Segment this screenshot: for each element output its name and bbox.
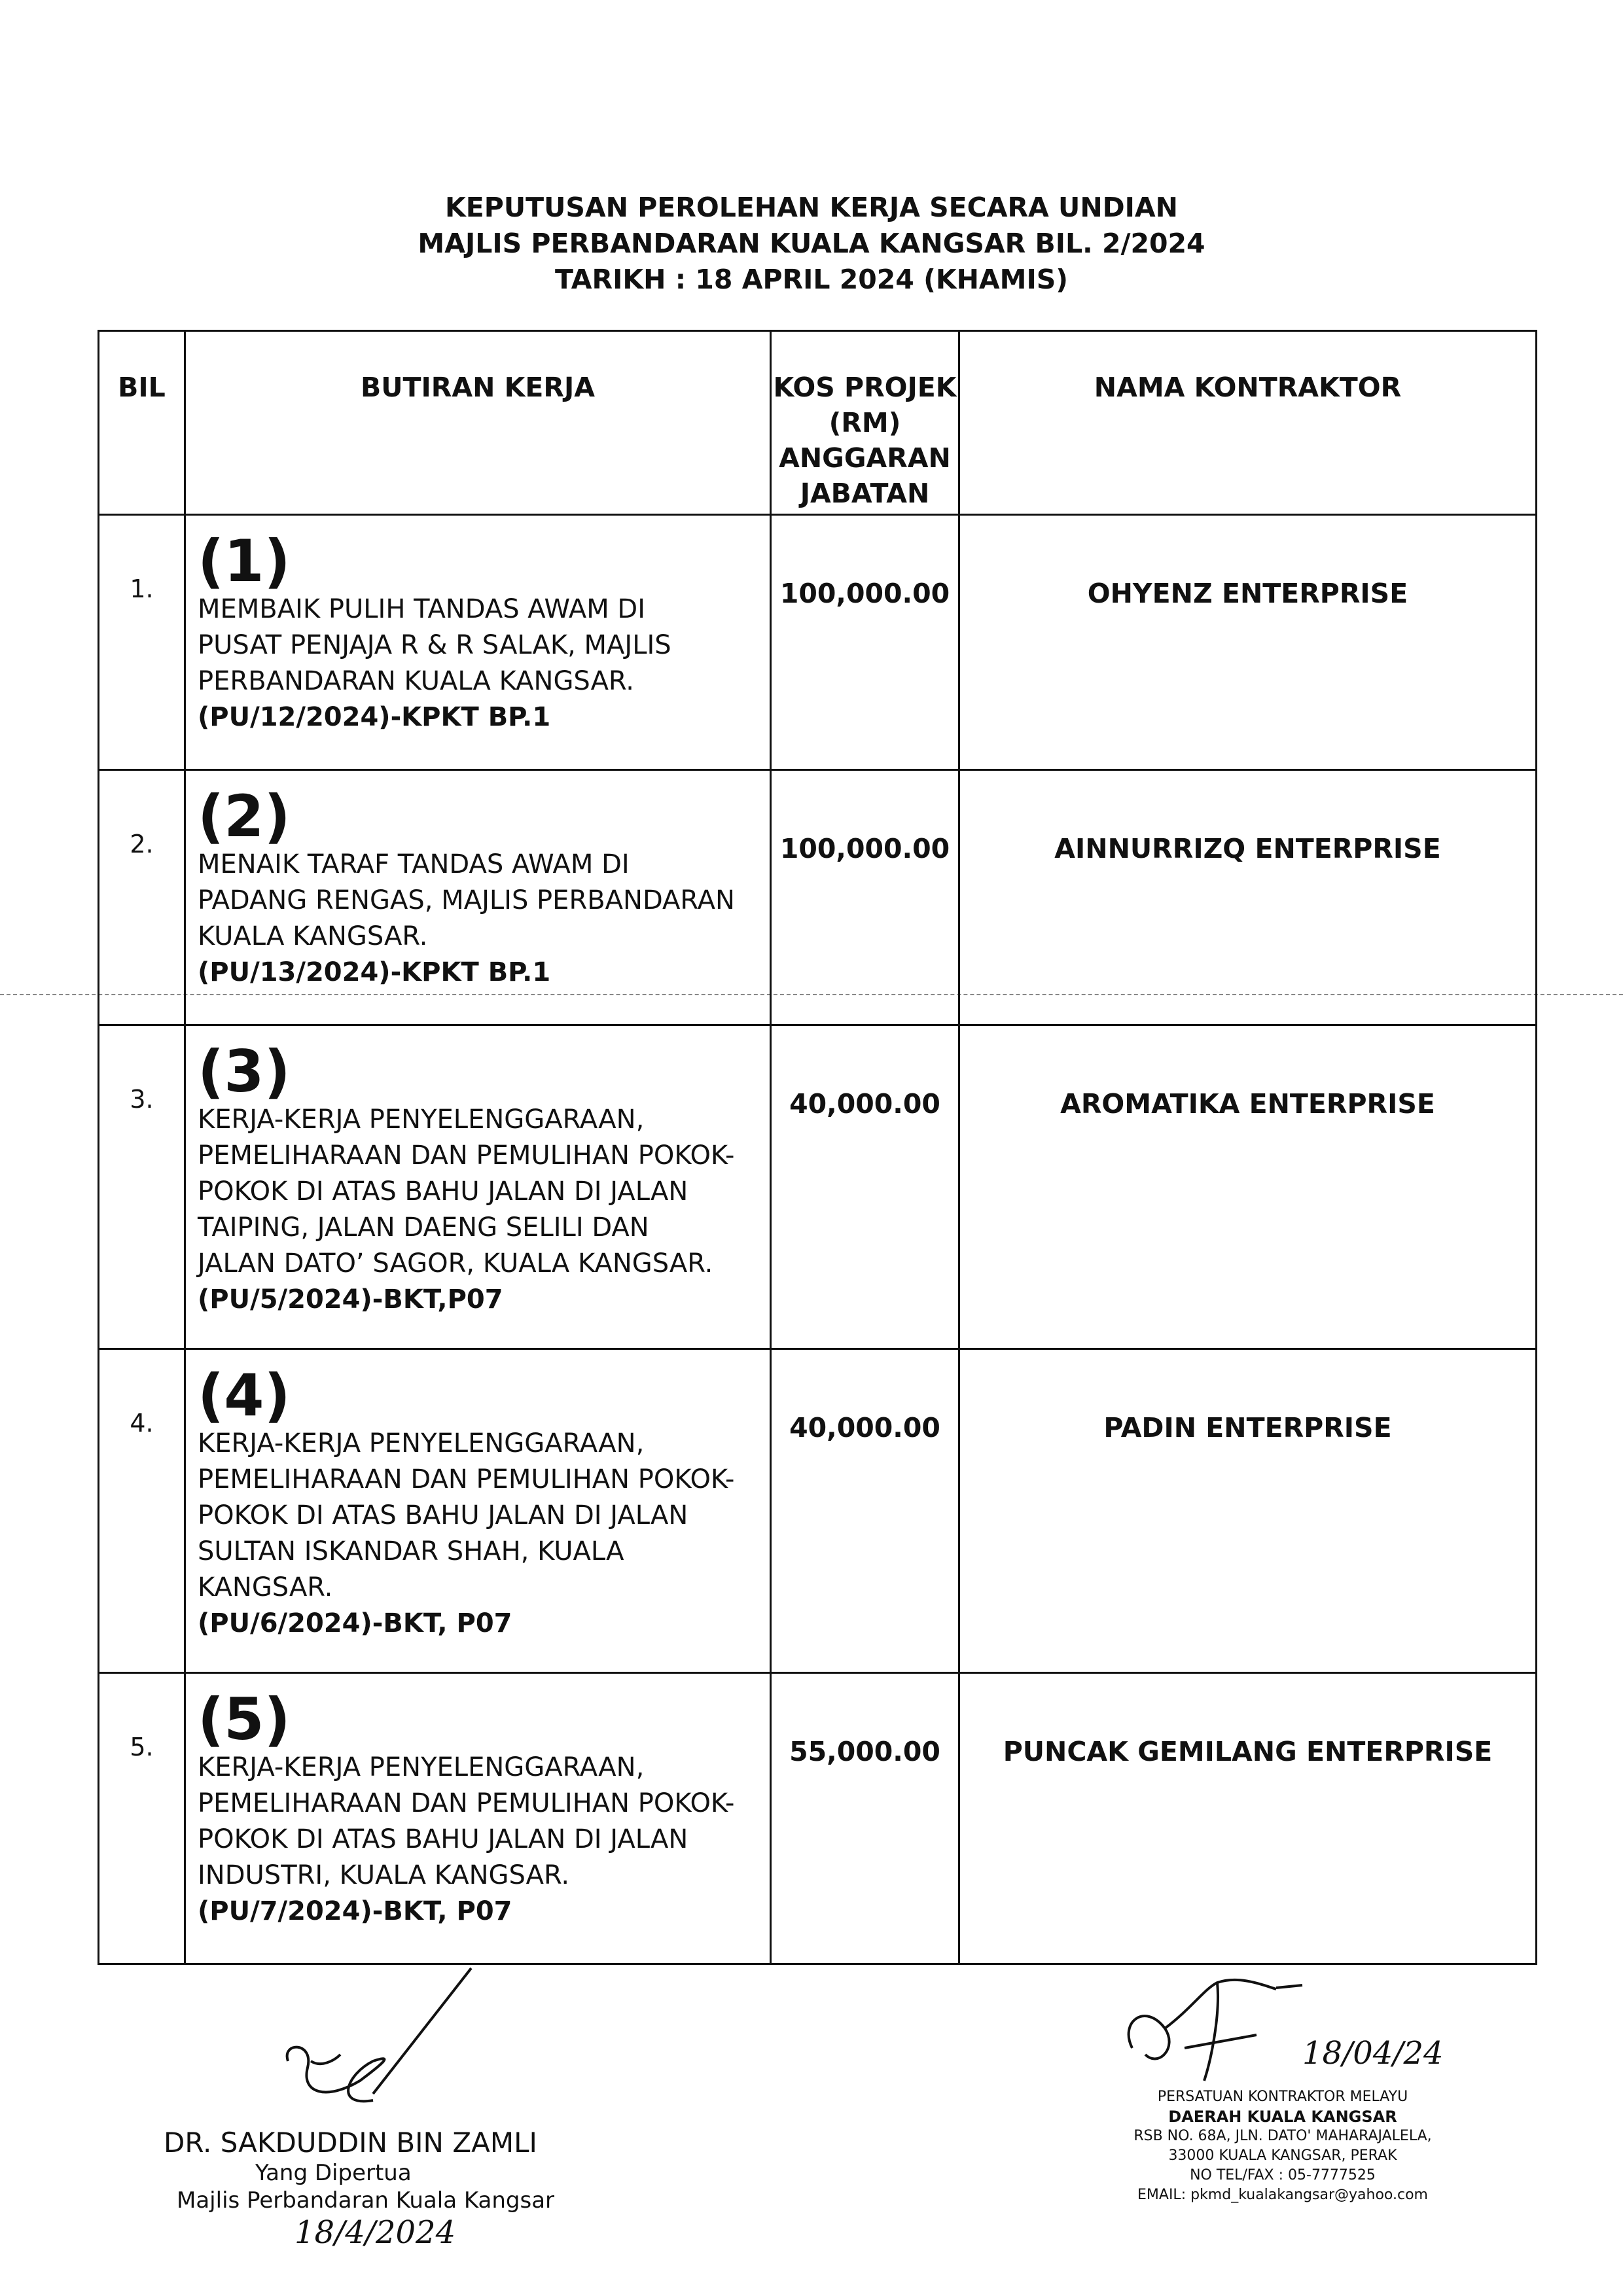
table-row xyxy=(99,515,1537,770)
handwritten-date-left: 18/4/2024 xyxy=(294,2214,456,2251)
header-kos-line: (RM) xyxy=(829,407,901,438)
right-signature-area xyxy=(1047,1963,1518,2087)
row-bil: 2. xyxy=(99,770,185,1025)
table-row xyxy=(99,1025,1537,1349)
results-table xyxy=(98,330,1537,1965)
row-description xyxy=(185,1025,771,1349)
row-contractor: OHYENZ ENTERPRISE xyxy=(959,515,1537,770)
table-row xyxy=(99,1673,1537,1964)
row-cost: 100,000.00 xyxy=(771,515,959,770)
association-stamp xyxy=(1047,2087,1518,2205)
row-number: (4) xyxy=(198,1362,291,1429)
row-number: (5) xyxy=(198,1686,291,1753)
desc-line: PEMELIHARAAN DAN PEMULIHAN POKOK- xyxy=(198,1464,735,1494)
row-bil: 3. xyxy=(99,1025,185,1349)
signatory-role: Yang Dipertua xyxy=(255,2160,412,2186)
desc-line: PADANG RENGAS, MAJLIS PERBANDARAN xyxy=(198,885,735,915)
row-bil: 5. xyxy=(99,1673,185,1964)
desc-line: PERBANDARAN KUALA KANGSAR. xyxy=(198,666,635,696)
desc-line: PUSAT PENJAJA R & R SALAK, MAJLIS xyxy=(198,630,671,660)
row-reference: (PU/12/2024)-KPKT BP.1 xyxy=(198,702,551,732)
stamp-line: 33000 KUALA KANGSAR, PERAK xyxy=(1168,2147,1397,2164)
title-line-3: TARIKH : 18 APRIL 2024 (KHAMIS) xyxy=(555,264,1068,295)
header-bil: BIL xyxy=(99,331,185,515)
desc-line: JALAN DATO’ SAGOR, KUALA KANGSAR. xyxy=(198,1248,713,1279)
row-contractor: PUNCAK GEMILANG ENTERPRISE xyxy=(959,1673,1537,1964)
right-signature-block xyxy=(1047,1963,1518,2205)
table-row xyxy=(99,770,1537,1025)
table-row xyxy=(99,1349,1537,1673)
desc-line: TAIPING, JALAN DAENG SELILI DAN xyxy=(198,1212,649,1243)
row-reference: (PU/7/2024)-BKT, P07 xyxy=(198,1896,512,1926)
header-butiran: BUTIRAN KERJA xyxy=(185,331,771,515)
desc-line: POKOK DI ATAS BAHU JALAN DI JALAN xyxy=(198,1176,688,1207)
desc-line: KERJA-KERJA PENYELENGGARAAN, xyxy=(198,1428,645,1458)
desc-line: KERJA-KERJA PENYELENGGARAAN, xyxy=(198,1752,645,1782)
desc-line: KANGSAR. xyxy=(198,1572,333,1602)
row-cost: 40,000.00 xyxy=(771,1349,959,1673)
row-number: (3) xyxy=(198,1038,291,1105)
row-description xyxy=(185,1349,771,1673)
header-kos-line: JABATAN xyxy=(800,478,930,509)
left-signature-block xyxy=(164,1963,635,2251)
row-contractor: AROMATIKA ENTERPRISE xyxy=(959,1025,1537,1349)
header-kos-line: ANGGARAN xyxy=(779,442,951,474)
desc-line: PEMELIHARAAN DAN PEMULIHAN POKOK- xyxy=(198,1788,735,1818)
row-reference: (PU/6/2024)-BKT, P07 xyxy=(198,1608,512,1638)
stamp-line: DAERAH KUALA KANGSAR xyxy=(1168,2108,1397,2126)
desc-line: SULTAN ISKANDAR SHAH, KUALA xyxy=(198,1536,624,1566)
desc-line: INDUSTRI, KUALA KANGSAR. xyxy=(198,1860,570,1890)
row-bil: 1. xyxy=(99,515,185,770)
header-kos-line: KOS PROJEK xyxy=(773,372,957,403)
stamp-line: NO TEL/FAX : 05-7777525 xyxy=(1190,2167,1376,2183)
row-reference: (PU/13/2024)-KPKT BP.1 xyxy=(198,957,551,987)
title-line-2: MAJLIS PERBANDARAN KUALA KANGSAR BIL. 2/2024 xyxy=(418,228,1205,259)
right-signature-mark xyxy=(1106,1963,1315,2094)
signatory-name: DR. SAKDUDDIN BIN ZAMLI xyxy=(164,2127,537,2159)
row-cost: 100,000.00 xyxy=(771,770,959,1025)
desc-line: KUALA KANGSAR. xyxy=(198,921,428,951)
row-reference: (PU/5/2024)-BKT,P07 xyxy=(198,1284,503,1315)
header-kos xyxy=(771,331,959,515)
row-contractor: AINNURRIZQ ENTERPRISE xyxy=(959,770,1537,1025)
desc-line: MENAIK TARAF TANDAS AWAM DI xyxy=(198,849,630,879)
row-cost: 55,000.00 xyxy=(771,1673,959,1964)
title-line-1: KEPUTUSAN PEROLEHAN KERJA SECARA UNDIAN xyxy=(445,192,1178,223)
row-cost: 40,000.00 xyxy=(771,1025,959,1349)
stamp-line: RSB NO. 68A, JLN. DATO' MAHARAJALELA, xyxy=(1133,2128,1432,2144)
header-nama: NAMA KONTRAKTOR xyxy=(959,331,1537,515)
row-bil: 4. xyxy=(99,1349,185,1673)
desc-line: MEMBAIK PULIH TANDAS AWAM DI xyxy=(198,594,646,624)
desc-line: KERJA-KERJA PENYELENGGARAAN, xyxy=(198,1104,645,1135)
signatory-organisation: Majlis Perbandaran Kuala Kangsar xyxy=(177,2187,555,2214)
document-title xyxy=(0,190,1623,298)
row-contractor: PADIN ENTERPRISE xyxy=(959,1349,1537,1673)
row-description xyxy=(185,515,771,770)
desc-line: PEMELIHARAAN DAN PEMULIHAN POKOK- xyxy=(198,1140,735,1171)
stamp-line: EMAIL: pkmd_kualakangsar@yahoo.com xyxy=(1137,2187,1428,2203)
row-description xyxy=(185,1673,771,1964)
row-description xyxy=(185,770,771,1025)
row-number: (2) xyxy=(198,783,291,850)
row-number: (1) xyxy=(198,527,291,595)
desc-line: POKOK DI ATAS BAHU JALAN DI JALAN xyxy=(198,1500,688,1530)
handwritten-date-right: 18/04/24 xyxy=(1302,2035,1444,2072)
desc-line: POKOK DI ATAS BAHU JALAN DI JALAN xyxy=(198,1824,688,1854)
stamp-line: PERSATUAN KONTRAKTOR MELAYU xyxy=(1157,2089,1408,2105)
left-signature-mark xyxy=(275,1963,510,2113)
table-header-row xyxy=(99,331,1537,515)
